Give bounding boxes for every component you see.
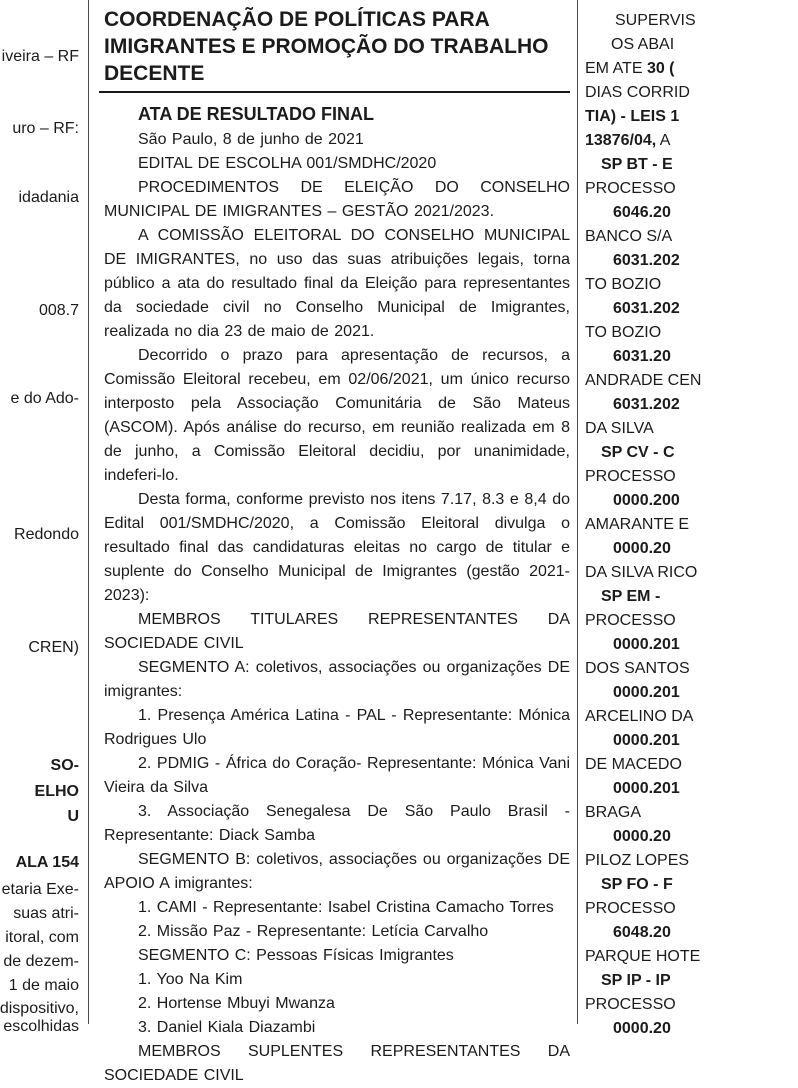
right-column-segment: PROCESSO	[585, 996, 676, 1013]
right-column-segment: 0000.20	[613, 828, 671, 845]
article-paragraph: 3. Daniel Kiala Diazambi	[138, 1019, 316, 1036]
right-column-segment: PROCESSO	[585, 612, 676, 629]
right-column-line	[585, 849, 798, 873]
right-column-line	[585, 153, 798, 177]
right-column-line	[585, 129, 798, 153]
left-column-clipped	[0, 0, 88, 1035]
article-paragraph: MEMBROS TITULARES REPRESENTANTES DA SOCIEDADE CIVIL	[104, 611, 570, 652]
right-column-segment: SP FO - F	[601, 876, 673, 893]
right-column-segment: ANDRADE CEN	[585, 372, 702, 389]
article-paragraph: 1. Presença América Latina - PAL - Representante: Mónica Rodrigues Ulo	[104, 707, 570, 748]
article-paragraph: 3. Associação Senegalesa De São Paulo Brasil - Representante: Diack Samba	[104, 803, 570, 844]
right-column-segment: PARQUE HOTE	[585, 948, 701, 965]
right-column-line	[585, 177, 798, 201]
right-column-line	[585, 321, 798, 345]
right-column-line	[585, 657, 798, 681]
right-column-segment: TIA) - LEIS 1	[585, 108, 680, 125]
article-paragraph: SEGMENTO C: Pessoas Físicas Imigrantes	[138, 947, 454, 964]
article-paragraph: 2. Missão Paz - Representante: Letícia Carvalho	[138, 923, 489, 940]
right-column-segment: 6031.202	[613, 252, 680, 269]
article-paragraph: SEGMENTO A: coletivos, associações ou organizações DE imigrantes:	[104, 659, 570, 700]
right-column-segment: BRAGA	[585, 804, 642, 821]
right-column-segment: SP BT - E	[601, 156, 673, 173]
right-column-segment: 0000.201	[613, 684, 680, 701]
article-heading-line: COORDENAÇÃO DE POLÍTICAS PARA	[104, 8, 490, 31]
right-column-line	[585, 369, 798, 393]
right-column-line	[585, 681, 798, 705]
article-paragraph: 1. CAMI - Representante: Isabel Cristina Camacho Torres	[138, 899, 554, 916]
right-column-line	[585, 705, 798, 729]
left-column-fragment: ALA 154	[15, 854, 79, 871]
right-column-line	[585, 393, 798, 417]
right-column-segment: PROCESSO	[585, 468, 676, 485]
right-column-segment: 0000.201	[613, 636, 680, 653]
left-column-fragment: uro – RF:	[12, 120, 79, 137]
left-column-fragment: etaria Exe-	[1, 881, 79, 898]
right-column-segment: 6031.202	[613, 396, 680, 413]
right-column-segment: 0000.20	[613, 540, 671, 557]
right-column-segment: PROCESSO	[585, 900, 676, 917]
right-column-line	[585, 825, 798, 849]
article-paragraph: Decorrido o prazo para apresentação de recursos, a Comissão Eleitoral recebeu, em 02/06/2021, um único recurso interposto pela Associação Comunitária de São Mateus (ASCOM). Após análise do recurso, em reunião realizada em 8 de junho, a Comissão Eleitoral decidiu, por unanimidade, indeferi-lo.	[104, 347, 570, 484]
right-column-line	[585, 801, 798, 825]
article-heading-line: IMIGRANTES E PROMOÇÃO DO TRABALHO	[104, 35, 549, 58]
right-column-segment: DA SILVA	[585, 420, 654, 437]
right-column-line	[585, 729, 798, 753]
right-column-line	[585, 945, 798, 969]
left-column-fragment: CREN)	[28, 639, 79, 656]
right-column-line	[585, 513, 798, 537]
right-column-segment: SP CV - C	[601, 444, 675, 461]
right-column-segment: DA SILVA RICO	[585, 564, 698, 581]
right-column-segment: 6031.202	[613, 300, 680, 317]
right-column-line	[585, 33, 798, 57]
right-column-segment: BANCO S/A	[585, 228, 673, 245]
right-column-line	[585, 609, 798, 633]
article-paragraph: 2. Hortense Mbuyi Mwanza	[138, 995, 335, 1012]
right-column-segment: DOS SANTOS	[585, 660, 690, 677]
article-paragraph: PROCEDIMENTOS DE ELEIÇÃO DO CONSELHO MUNICIPAL DE IMIGRANTES – GESTÃO 2021/2023.	[104, 179, 570, 220]
right-column-segment: A	[656, 132, 671, 149]
right-column-line	[585, 777, 798, 801]
right-column-line	[585, 753, 798, 777]
article-subheading: ATA DE RESULTADO FINAL	[138, 104, 374, 124]
article-heading	[104, 6, 570, 87]
right-column-segment: SP EM -	[601, 588, 661, 605]
right-column-line	[585, 345, 798, 369]
right-column-line	[585, 297, 798, 321]
right-column-line	[585, 225, 798, 249]
right-column-line	[585, 465, 798, 489]
right-column-line	[585, 1017, 798, 1041]
right-column-segment: 6048.20	[613, 924, 671, 941]
right-column-segment: 13876/04,	[585, 132, 657, 149]
left-column-fragment: dispositivo,	[0, 1000, 79, 1017]
article-paragraph: 1. Yoo Na Kim	[138, 971, 243, 988]
right-column-line	[585, 441, 798, 465]
left-column-fragment: de dezem-	[3, 953, 79, 970]
right-column-line	[585, 537, 798, 561]
right-column-line	[585, 57, 798, 81]
left-column-fragment: escolhidas	[3, 1018, 79, 1035]
right-column-segment: ARCELINO DA	[585, 708, 694, 725]
right-column-segment: 0000.200	[613, 492, 680, 509]
left-column-fragment: itoral, com	[5, 929, 79, 946]
right-column-segment: 0000.201	[613, 780, 680, 797]
article-paragraph: MEMBROS SUPLENTES REPRESENTANTES DA SOCIEDADE CIVIL	[104, 1043, 570, 1084]
right-column-segment: SP IP - IP	[601, 972, 671, 989]
right-column-line	[585, 969, 798, 993]
left-column-fragment: U	[67, 808, 79, 825]
right-column-line	[585, 897, 798, 921]
right-column-line	[585, 273, 798, 297]
right-column-line	[585, 489, 798, 513]
right-column-line	[585, 633, 798, 657]
left-column-fragment: 1 de maio	[8, 977, 79, 994]
right-column-segment: 30 (	[646, 60, 675, 77]
right-column-segment: DE MACEDO	[585, 756, 682, 773]
article-paragraph: Desta forma, conforme previsto nos itens 7.17, 8.3 e 8,4 do Edital 001/SMDHC/2020, a Comissão Eleitoral divulga o resultado final das candidaturas eleitas no cargo de titular e suplente do Conselho Municipal de Imigrantes (gestão 2021-2023):	[104, 491, 570, 604]
right-column-line	[585, 561, 798, 585]
right-column-line	[585, 585, 798, 609]
article-paragraph: São Paulo, 8 de junho de 2021	[138, 131, 364, 148]
article-heading-line: DECENTE	[104, 62, 205, 85]
left-column-fragment: suas atri-	[13, 905, 79, 922]
article-paragraph: EDITAL DE ESCOLHA 001/SMDHC/2020	[138, 155, 437, 172]
right-column-line	[585, 921, 798, 945]
right-column-segment: 6046.20	[613, 204, 671, 221]
right-column-segment: TO BOZIO	[585, 276, 662, 293]
right-column-segment: DIAS CORRID	[585, 84, 690, 101]
right-column-segment: 6031.20	[613, 348, 671, 365]
right-column-segment: 0000.201	[613, 732, 680, 749]
article-column	[89, 0, 577, 1084]
right-column-clipped	[578, 0, 798, 1037]
article-paragraph: A COMISSÃO ELEITORAL DO CONSELHO MUNICIPAL DE IMIGRANTES, no uso das suas atribuições legais, torna público a ata do resultado final da Eleição para representantes da sociedade civil no Conselho Municipal de Imigrantes, realizada no dia 23 de maio de 2021.	[104, 227, 570, 340]
left-column-fragment: idadania	[18, 189, 79, 206]
right-column-segment: OS ABAI	[611, 36, 675, 53]
right-column-line	[585, 9, 798, 33]
right-column-segment: PROCESSO	[585, 180, 676, 197]
left-column-fragment: 008.7	[38, 302, 79, 319]
right-column-segment: 0000.20	[613, 1020, 671, 1037]
right-column-line	[585, 873, 798, 897]
right-column-line	[585, 417, 798, 441]
article-body	[104, 128, 570, 1088]
right-column-line	[585, 105, 798, 129]
right-column-line	[585, 249, 798, 273]
left-column-fragment: Redondo	[14, 526, 79, 543]
left-column-fragment: ELHO	[34, 783, 79, 800]
right-column-line	[585, 993, 798, 1017]
article-paragraph: 2. PDMIG - África do Coração- Representante: Mónica Vani Vieira da Silva	[104, 755, 570, 796]
left-column-fragment: e do Ado-	[10, 390, 79, 407]
right-column-segment: PILOZ LOPES	[585, 852, 690, 869]
article-paragraph: SEGMENTO B: coletivos, associações ou organizações DE APOIO A imigrantes:	[104, 851, 570, 892]
right-column-line	[585, 201, 798, 225]
heading-underline	[99, 91, 570, 93]
left-column-fragment: SO-	[50, 757, 79, 774]
right-column-segment: AMARANTE E	[585, 516, 690, 533]
right-column-segment: SUPERVIS	[615, 12, 696, 29]
right-column-segment: TO BOZIO	[585, 324, 662, 341]
right-column-segment: EM ATE	[585, 60, 647, 77]
left-column-fragment: iveira – RF	[1, 48, 79, 65]
right-column-line	[585, 81, 798, 105]
